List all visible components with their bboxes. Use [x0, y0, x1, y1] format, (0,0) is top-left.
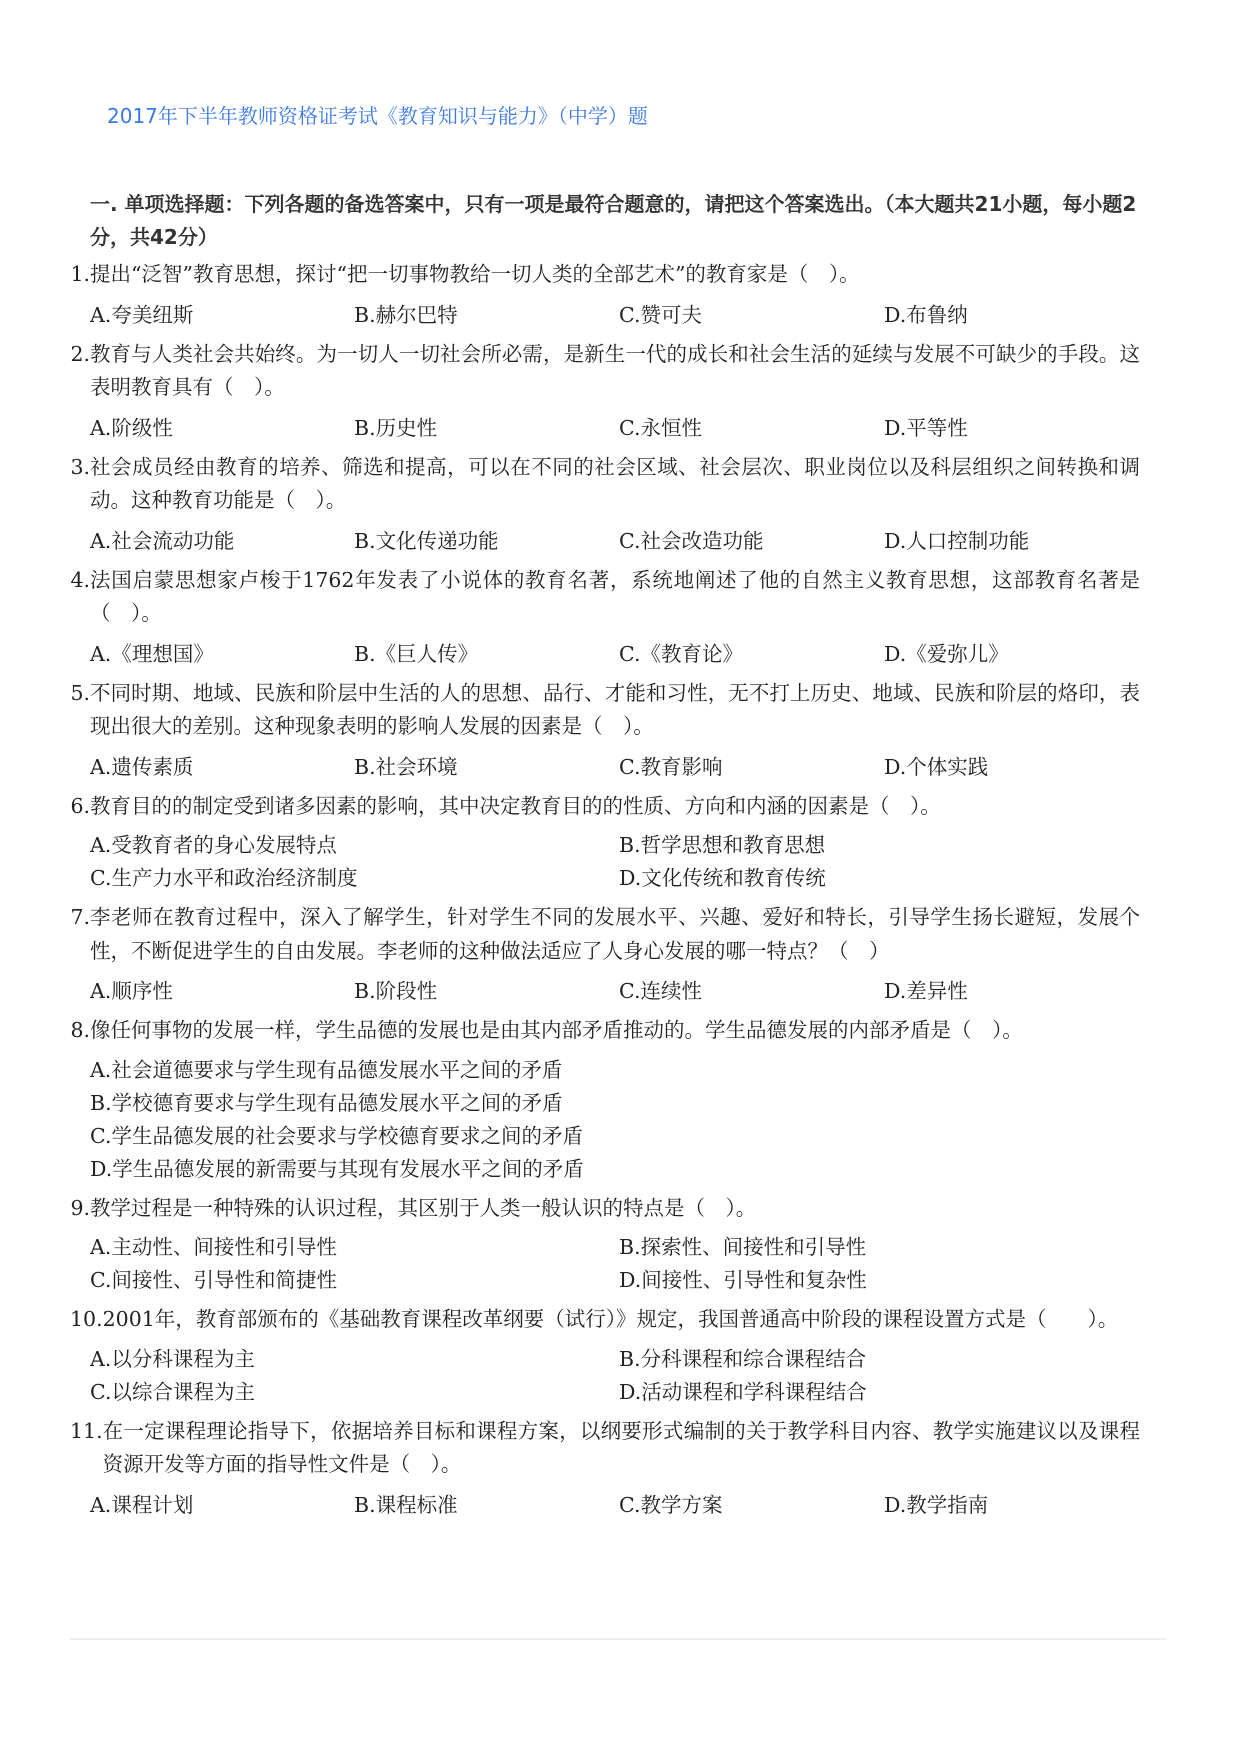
question-text: 李老师在教育过程中，深入了解学生，针对学生不同的发展水平、兴趣、爱好和特长，引导学生扬长避短，发展个性，不断促进学生的自由发展。李老师的这种做法适应了人身心发展的哪一特点？（ ） — [90, 905, 1140, 963]
answer-option: B.课程标准 — [354, 1492, 458, 1517]
question-number: 11. — [70, 1418, 103, 1443]
answer-option: D.差异性 — [884, 979, 968, 1003]
answer-option: B.阶段性 — [354, 979, 438, 1003]
answer-options — [90, 298, 1140, 332]
answer-options — [90, 411, 1140, 445]
answer-option: C.教学方案 — [619, 1492, 723, 1517]
answer-option: C.社会改造功能 — [619, 528, 764, 553]
answer-option: B.历史性 — [354, 415, 438, 440]
answer-options — [90, 637, 1140, 671]
question-number: 3. — [70, 454, 90, 479]
question-text: 不同时期、地域、民族和阶层中生活的人的思想、品行、才能和习性，无不打上历史、地域、民族和阶层的烙印，表现出很大的差别。这种现象表明的影响人发展的因素是（ ）。 — [90, 680, 1140, 738]
answer-option: C.间接性、引导性和简捷性 — [90, 1268, 337, 1292]
question-text: 法国启蒙思想家卢梭于1762年发表了小说体的教育名著，系统地阐述了他的自然主义教育思想，这部教育名著是（ ）。 — [90, 567, 1140, 625]
question — [70, 901, 1140, 968]
answer-options — [90, 524, 1140, 558]
question — [70, 338, 1140, 405]
question-text: 像任何事物的发展一样，学生品德的发展也是由其内部矛盾推动的。学生品德发展的内部矛盾是（ ）。 — [90, 1018, 1023, 1042]
answer-option: B.社会环境 — [354, 754, 458, 779]
question — [70, 1192, 1140, 1226]
answer-option: D.学生品德发展的新需要与其现有发展水平之间的矛盾 — [90, 1156, 584, 1181]
answer-option: C.永恒性 — [619, 415, 702, 440]
answer-option: D.间接性、引导性和复杂性 — [619, 1268, 867, 1292]
question — [70, 1303, 1140, 1337]
answer-option: A.社会道德要求与学生现有品德发展水平之间的矛盾 — [90, 1057, 563, 1082]
answer-options — [90, 974, 1140, 1008]
answer-option: A.课程计划 — [90, 1492, 194, 1517]
answer-options — [90, 1231, 1140, 1297]
answer-option: A.社会流动功能 — [90, 528, 235, 553]
answer-option: D.活动课程和学科课程结合 — [619, 1379, 867, 1404]
answer-option: A.阶级性 — [90, 415, 173, 440]
answer-option: A.主动性、间接性和引导性 — [90, 1235, 337, 1259]
question-text: 教学过程是一种特殊的认识过程，其区别于人类一般认识的特点是（ ）。 — [90, 1195, 757, 1220]
answer-options — [90, 1488, 1140, 1522]
answer-option: D.《爱弥儿》 — [884, 641, 1009, 666]
question — [70, 790, 1140, 824]
answer-option: B.文化传递功能 — [354, 528, 499, 553]
question-number: 5. — [70, 680, 90, 705]
answer-option: B.哲学思想和教育思想 — [619, 833, 826, 857]
question-text: 提出“泛智”教育思想，探讨“把一切事物教给一切人类的全部艺术”的教育家是（ ）。 — [90, 262, 860, 286]
answer-option: C.连续性 — [619, 979, 702, 1003]
answer-option: D.布鲁纳 — [884, 302, 968, 327]
answer-options — [90, 750, 1140, 784]
answer-option: A.遗传素质 — [90, 754, 194, 779]
answer-option: C.学生品德发展的社会要求与学校德育要求之间的矛盾 — [90, 1123, 583, 1148]
question — [70, 1014, 1140, 1048]
answer-option: B.《巨人传》 — [354, 641, 479, 666]
question — [70, 451, 1140, 518]
question — [70, 564, 1140, 631]
question-number: 10. — [70, 1307, 103, 1331]
question-number: 2. — [70, 341, 90, 366]
answer-option: B.探索性、间接性和引导性 — [619, 1235, 867, 1259]
answer-option: B.分科课程和综合课程结合 — [619, 1346, 867, 1371]
answer-option: D.平等性 — [884, 415, 968, 440]
section-heading: 一. 单项选择题：下列各题的备选答案中，只有一项是最符合题意的，请把这个答案选出。（本大题共21小题，每小题2分，共42分） — [90, 192, 1137, 249]
answer-option: C.以综合课程为主 — [90, 1379, 255, 1404]
question-text: 教育与人类社会共始终。为一切人一切社会所必需，是新生一代的成长和社会生活的延续与发展不可缺少的手段。这表明教育具有（ ）。 — [90, 341, 1140, 399]
answer-option: C.生产力水平和政治经济制度 — [90, 866, 358, 890]
footer-divider — [70, 1638, 1167, 1640]
question-text: 教育目的的制定受到诸多因素的影响，其中决定教育目的的性质、方向和内涵的因素是（ ）。 — [90, 793, 941, 818]
question-number: 7. — [70, 905, 90, 929]
document-title: 2017年下半年教师资格证考试《教育知识与能力》（中学）题 — [107, 104, 648, 128]
answer-option: A.《理想国》 — [90, 641, 214, 666]
answer-options — [90, 829, 1140, 895]
answer-options — [90, 1343, 1140, 1409]
answer-option: C.赞可夫 — [619, 302, 702, 327]
answer-option: B.赫尔巴特 — [354, 302, 458, 327]
answer-option: A.顺序性 — [90, 979, 173, 1003]
answer-option: A.夸美纽斯 — [90, 302, 194, 327]
answer-option: D.个体实践 — [884, 754, 989, 779]
question-text: 社会成员经由教育的培养、筛选和提高，可以在不同的社会区域、社会层次、职业岗位以及科层组织之间转换和调动。这种教育功能是（ ）。 — [90, 454, 1140, 512]
question-text: 在一定课程理论指导下，依据培养目标和课程方案，以纲要形式编制的关于教学科目内容、教学实施建议以及课程资源开发等方面的指导性文件是（ ）。 — [102, 1418, 1140, 1476]
question — [70, 258, 1140, 292]
answer-option: B.学校德育要求与学生现有品德发展水平之间的矛盾 — [90, 1090, 563, 1115]
answer-option: A.以分科课程为主 — [90, 1346, 255, 1371]
question — [70, 1415, 1140, 1482]
question-number: 8. — [70, 1018, 90, 1042]
question-number: 1. — [70, 262, 90, 286]
answer-option: C.《教育论》 — [619, 641, 743, 666]
answer-option: D.文化传统和教育传统 — [619, 866, 826, 890]
answer-options — [90, 1054, 1140, 1186]
question-number: 4. — [70, 567, 90, 592]
question-list — [70, 258, 1140, 1528]
question-text: 2001年，教育部颁布的《基础教育课程改革纲要（试行）》规定，我国普通高中阶段的课程设置方式是（ ）。 — [102, 1307, 1119, 1331]
question-number: 6. — [70, 793, 90, 818]
answer-option: C.教育影响 — [619, 754, 723, 779]
answer-option: D.教学指南 — [884, 1492, 989, 1517]
question-number: 9. — [70, 1195, 90, 1220]
answer-option: A.受教育者的身心发展特点 — [90, 833, 337, 857]
question — [70, 677, 1140, 744]
answer-option: D.人口控制功能 — [884, 528, 1030, 553]
